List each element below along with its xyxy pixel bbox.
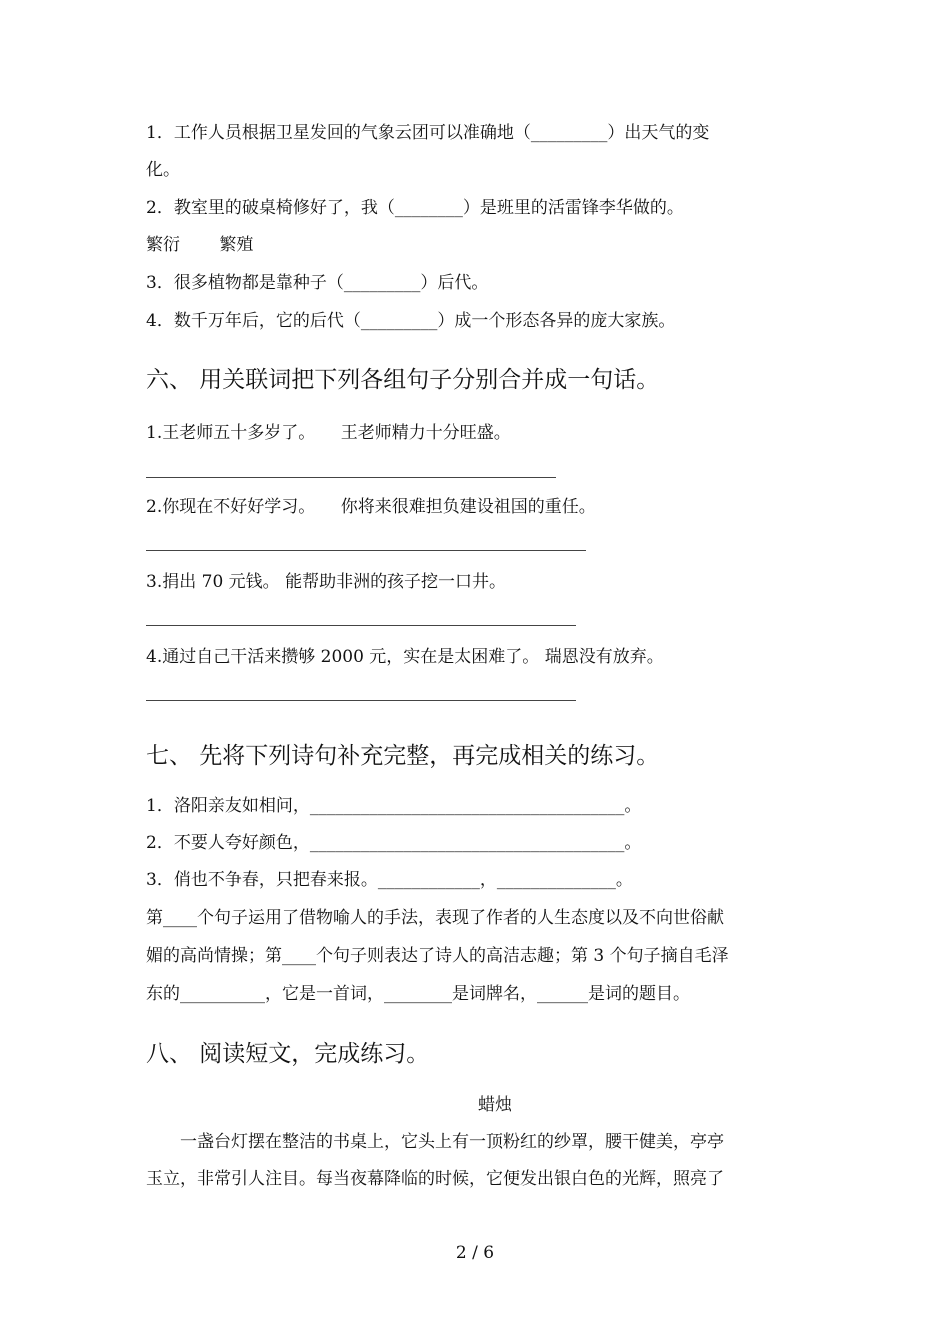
- answer-line-6-2: [146, 550, 586, 551]
- page-number: 2 / 6: [455, 1243, 495, 1263]
- passage-title: 蜡烛: [478, 1095, 512, 1115]
- exercise-line-2: 媚的高尚情操；第____个句子则表达了诗人的高洁志趣；第 3 个句子摘自毛泽: [146, 946, 729, 966]
- question-5-3: 3．很多植物都是靠种子（_________）后代。: [146, 273, 489, 293]
- word-choice-options: 繁衍 繁殖: [146, 235, 254, 255]
- poem-line-3: 3．俏也不争春，只把春来报。____________，______________。: [146, 870, 633, 890]
- exercise-line-3: 东的__________，它是一首词，________是词牌名，______是词的题目。: [146, 984, 690, 1004]
- question-5-1-line-1: 1．工作人员根据卫星发回的气象云团可以准确地（_________）出天气的变: [146, 123, 710, 143]
- answer-line-6-1: [146, 477, 556, 478]
- passage-line-2: 玉立，非常引人注目。每当夜幕降临的时候，它便发出银白色的光辉，照亮了: [146, 1169, 724, 1189]
- exercise-line-1: 第____个句子运用了借物喻人的手法，表现了作者的人生态度以及不向世俗献: [146, 908, 724, 928]
- section-6-heading: 六、 用关联词把下列各组句子分别合并成一句话。: [146, 367, 660, 393]
- section-8-heading: 八、 阅读短文，完成练习。: [146, 1041, 430, 1067]
- question-6-2: 2.你现在不好好学习。 你将来很难担负建设祖国的重任。: [146, 497, 596, 517]
- question-6-4: 4.通过自己干活来攒够 2000 元，实在是太困难了。 瑞恩没有放弃。: [146, 647, 664, 667]
- passage-line-1: 一盏台灯摆在整洁的书桌上，它头上有一顶粉红的纱罩，腰干健美，亭亭: [146, 1132, 724, 1152]
- section-7-heading: 七、 先将下列诗句补充完整，再完成相关的练习。: [146, 743, 660, 769]
- question-6-1: 1.王老师五十多岁了。 王老师精力十分旺盛。: [146, 423, 511, 443]
- answer-line-6-4: [146, 700, 576, 701]
- question-5-2: 2．教室里的破桌椅修好了，我（________）是班里的活雷锋李华做的。: [146, 198, 684, 218]
- poem-line-2: 2．不要人夸好颜色，_____________________________________。: [146, 833, 642, 853]
- question-5-4: 4．数千万年后，它的后代（_________）成一个形态各异的庞大家族。: [146, 311, 676, 331]
- answer-line-6-3: [146, 625, 576, 626]
- question-6-3: 3.捐出 70 元钱。 能帮助非洲的孩子挖一口井。: [146, 572, 507, 592]
- question-5-1-line-2: 化。: [146, 160, 180, 180]
- poem-line-1: 1．洛阳亲友如相问，_____________________________________。: [146, 796, 642, 816]
